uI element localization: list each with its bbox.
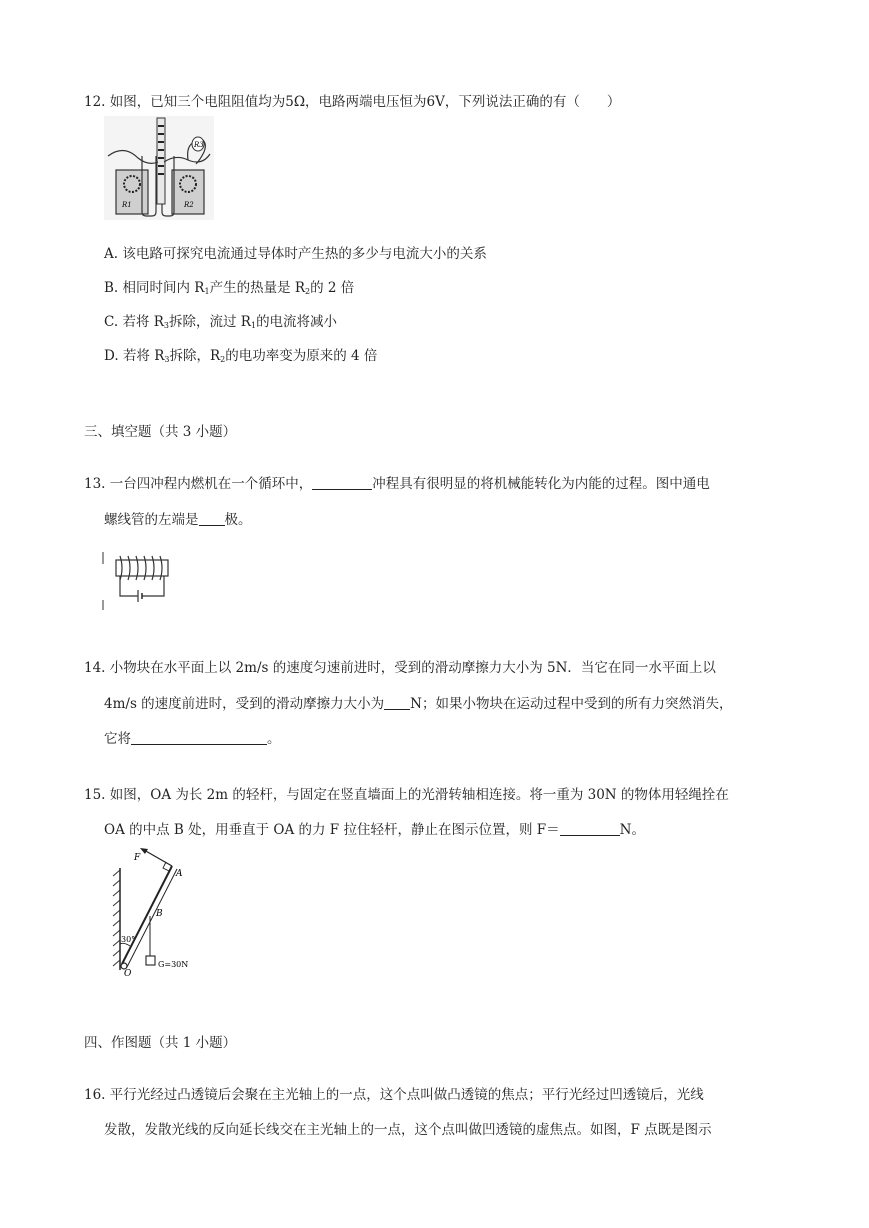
section-heading-fill-in: 三、填空题（共 3 小题） bbox=[84, 424, 237, 440]
point-a-label: A bbox=[176, 869, 183, 879]
q13-solenoid-figure bbox=[100, 550, 180, 612]
q15-line2: OA 的中点 B 处，用垂直于 OA 的力 F 拉住轻杆，静止在图示位置，则 F＝ N。 bbox=[104, 822, 645, 838]
q15-line1: 15. 如图，OA 为长 2m 的轻杆，与固定在竖直墙面上的光滑转轴相连接。将一重为 30N 的物体用轻绳拴在 bbox=[84, 787, 729, 803]
q14-line1: 14. 小物块在水平面上以 2m/s 的速度匀速前进时，受到的滑动摩擦力大小为 5N．当它在同一水平面上以 bbox=[84, 660, 716, 676]
q13-blank-pole[interactable] bbox=[199, 511, 225, 526]
angle-label: 30° bbox=[121, 935, 136, 944]
q14-blank-friction[interactable] bbox=[384, 695, 410, 710]
r2-label: R2 bbox=[184, 201, 194, 209]
r3-label: R3 bbox=[194, 141, 204, 149]
q13-line1: 13. 一台四冲程内燃机在一个循环中， 冲程具有很明显的将机械能转化为内能的过程。图中通电 bbox=[84, 476, 710, 492]
q12-circuit-figure bbox=[104, 116, 214, 220]
q16-line1: 16. 平行光经过凸透镜后会聚在主光轴上的一点，这个点叫做凸透镜的焦点；平行光经过凹透镜后，光线 bbox=[84, 1087, 704, 1103]
q13-line2: 螺线管的左端是 极。 bbox=[104, 512, 252, 528]
force-f-label: F bbox=[134, 853, 141, 863]
q12-stem: 12. 如图，已知三个电阻阻值均为5Ω，电路两端电压恒为6V，下列说法正确的有（ ） bbox=[84, 94, 621, 110]
r1-label: R1 bbox=[122, 201, 132, 209]
point-b-label: B bbox=[156, 909, 163, 919]
q14-blank-motion[interactable] bbox=[131, 730, 267, 745]
weight-label: G=30N bbox=[158, 960, 189, 969]
q14-line3: 它将 。 bbox=[104, 731, 281, 747]
q12-option-b: B. 相同时间内 $R_1$产生的热量是 $R_2$的 2 倍 bbox=[104, 280, 355, 296]
q14-line2: 4m/s 的速度前进时，受到的滑动摩擦力大小为 N；如果小物块在运动过程中受到的所有力突然消失， bbox=[104, 696, 733, 712]
point-o-label: O bbox=[124, 969, 132, 976]
q16-line2: 发散，发散光线的反向延长线交在主光轴上的一点，这个点叫做凹透镜的虚焦点。如图，F 点既是图示 bbox=[104, 1122, 712, 1138]
q13-blank-stroke[interactable] bbox=[312, 475, 372, 490]
section-heading-drawing: 四、作图题（共 1 小题） bbox=[84, 1035, 237, 1051]
q12-option-a: A. 该电路可探究电流通过导体时产生热的多少与电流大小的关系 bbox=[104, 246, 487, 262]
q12-option-d: D. 若将 $R_3$拆除，$R_2$的电功率变为原来的 4 倍 bbox=[104, 348, 378, 364]
q12-option-c: C. 若将 $R_3$拆除，流过 $R_1$的电流将减小 bbox=[104, 314, 338, 330]
q15-blank-force[interactable] bbox=[560, 821, 620, 836]
q15-lever-figure bbox=[108, 846, 208, 976]
